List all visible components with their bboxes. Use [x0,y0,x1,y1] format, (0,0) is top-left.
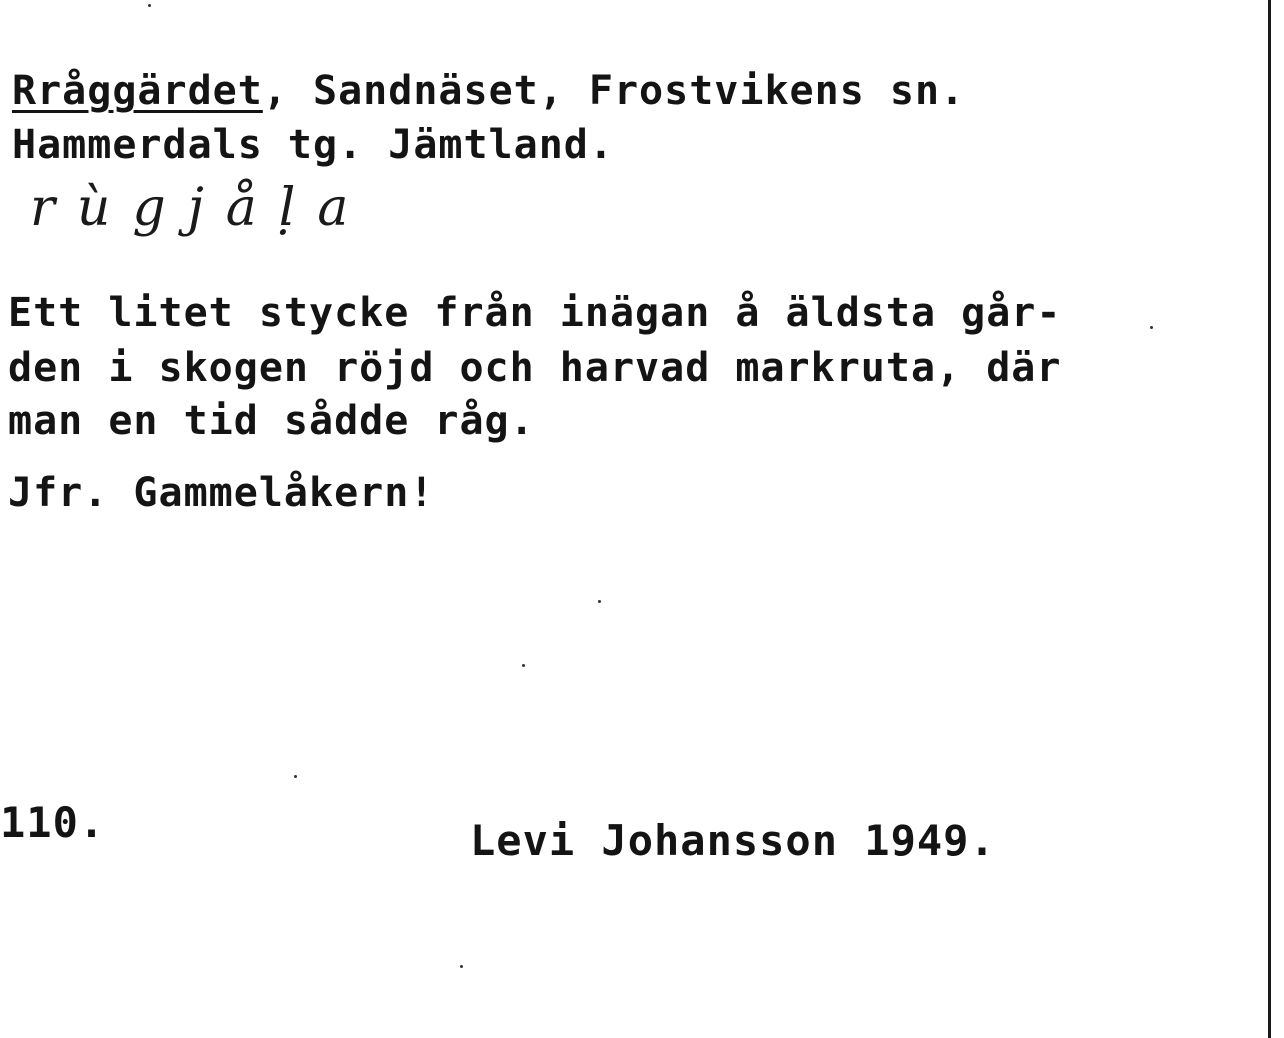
header-line-1 [12,68,965,114]
reference-line: Jfr. Gammelåkern! [8,470,435,516]
scan-speck [460,965,463,968]
scan-speck [598,600,601,603]
scan-speck [294,775,297,778]
scan-speck [1150,326,1153,329]
card-edge-line [1268,0,1271,1038]
header-location: , Sandnäset, Frostvikens sn. [262,68,966,114]
header-line-2: Hammerdals tg. Jämtland. [12,122,614,168]
body-line-2: den i skogen röjd och harvad markruta, där [8,345,1062,391]
body-line-1: Ett litet stycke från inägan å äldsta går- [8,290,1062,336]
body-line-3: man en tid sådde råg. [8,398,535,444]
scan-speck [148,4,151,7]
signature-line: Levi Johansson 1949. [470,816,996,865]
card-number: 110. [0,798,106,847]
pronunciation-handwritten: rùgjåḷa [30,178,371,238]
scan-speck [522,664,525,667]
headword: Rråggärdet [12,68,263,114]
